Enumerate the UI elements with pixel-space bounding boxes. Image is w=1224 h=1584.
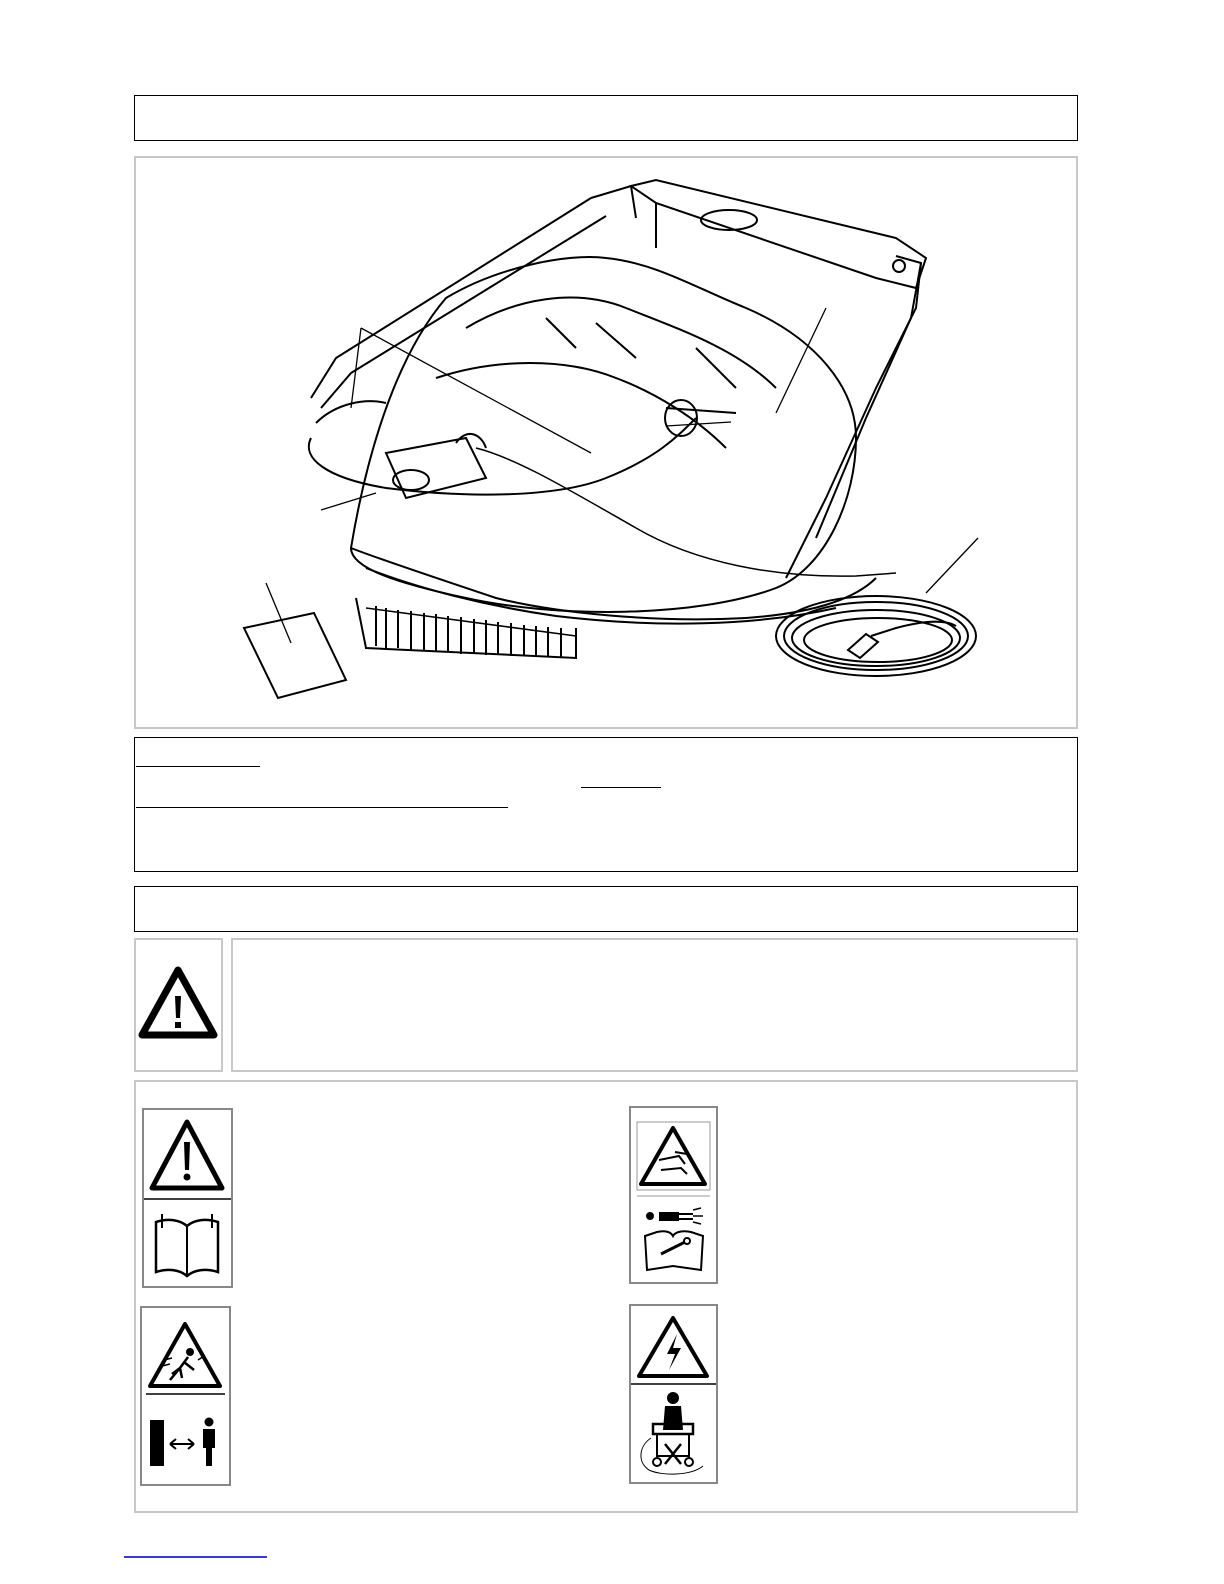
section-header-2 bbox=[134, 886, 1078, 932]
warning-text-box bbox=[231, 938, 1078, 1072]
product-illustration-frame bbox=[134, 156, 1078, 729]
safety-symbols-frame bbox=[134, 1080, 1078, 1513]
contents-underline-3 bbox=[136, 807, 508, 808]
unplug-before-maintenance-icon bbox=[629, 1106, 718, 1284]
warning-triangle-icon bbox=[136, 940, 221, 1070]
contents-box bbox=[134, 737, 1078, 872]
electric-shock-cable-icon bbox=[629, 1304, 718, 1484]
contents-underline-1 bbox=[136, 766, 260, 767]
thrown-objects-keep-distance-icon bbox=[140, 1306, 231, 1486]
section-header-1 bbox=[134, 95, 1078, 141]
warning-icon-frame bbox=[134, 938, 223, 1072]
footer-link[interactable] bbox=[124, 1556, 267, 1558]
caution-read-manual-icon bbox=[142, 1108, 233, 1288]
contents-underline-2 bbox=[581, 787, 661, 788]
lawn-mower-illustration bbox=[136, 158, 1076, 727]
